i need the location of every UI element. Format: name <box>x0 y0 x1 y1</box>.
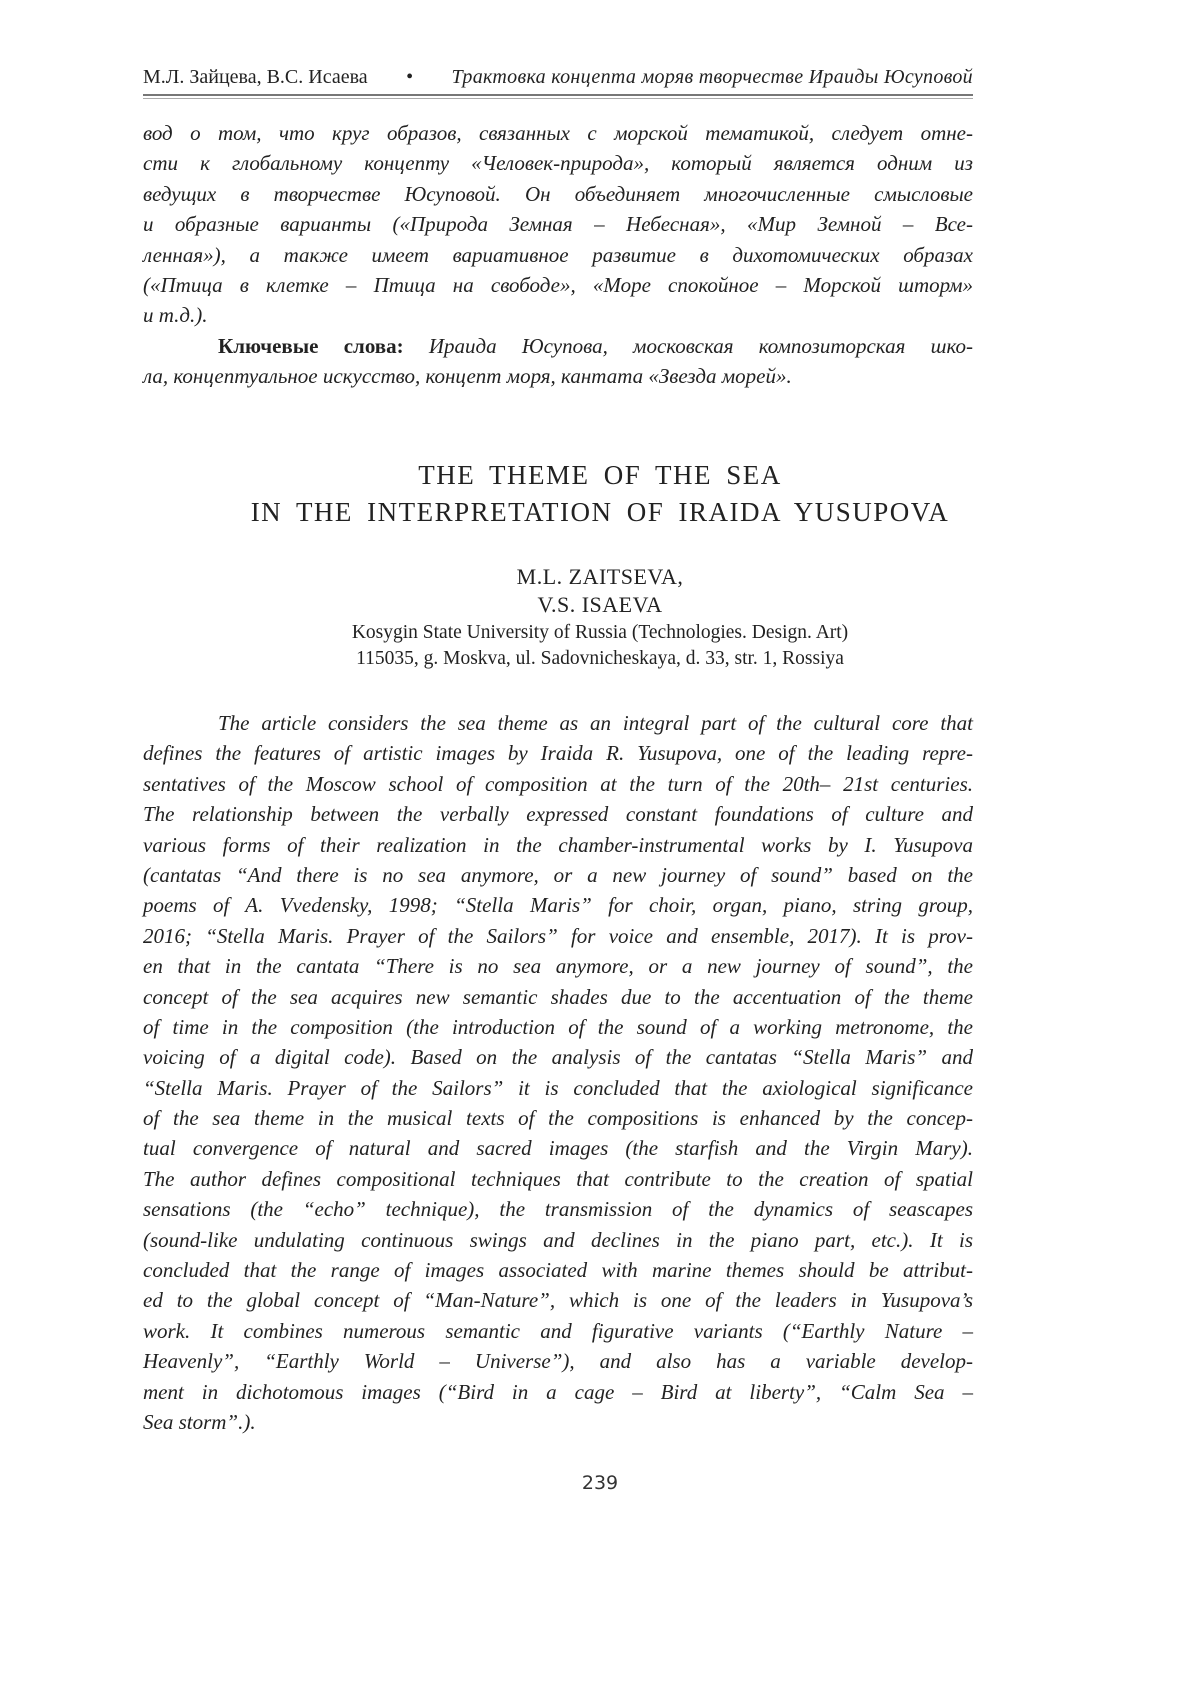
header-authors: М.Л. Зайцева, В.С. Исаева <box>143 66 368 88</box>
text-line: ленная»), а также имеет вариативное развитие в дихотомических образах <box>143 242 973 267</box>
header-rule-thin <box>143 98 973 99</box>
text-line: The article considers the sea theme as an integral part of the cultural core that <box>218 711 973 735</box>
text-line: en that in the cantata “There is no sea anymore, or a new journey of sound”, the <box>143 954 973 979</box>
keywords-line: Ключевые слова: Ираида Юсупова, московская композиторская шко- <box>218 334 973 358</box>
text-line: 2016; “Stella Maris. Prayer of the Sailors” for voice and ensemble, 2017). It is prov- <box>143 923 973 948</box>
running-header <box>143 66 973 89</box>
keywords-line: ла, концептуальное искусство, концепт моря, кантата «Звезда морей». <box>143 364 792 389</box>
english-abstract <box>143 708 973 1437</box>
text-line: сти к глобальному концепту «Человек-природа», который является одним из <box>143 151 973 176</box>
text-line: («Птица в клетке – Птица на свободе», «Море спокойное – Морской шторм» <box>143 272 973 297</box>
article-title-line: IN THE INTERPRETATION OF IRAIDA YUSUPOVA <box>250 497 950 527</box>
text-line: и образные варианты («Природа Земная – Небесная», «Мир Земной – Все- <box>143 212 973 237</box>
author-name: V.S. ISAEVA <box>537 592 663 617</box>
text-line: poems of A. Vvedensky, 1998; “Stella Maris” for choir, organ, piano, string group, <box>143 893 973 918</box>
affiliation-line: Kosygin State University of Russia (Technologies. Design. Art) <box>351 622 849 643</box>
text-line: concluded that the range of images associated with marine themes should be attribut- <box>143 1258 973 1283</box>
header-separator: • <box>406 66 414 88</box>
text-line: sensations (the “echo” technique), the transmission of the dynamics of seascapes <box>143 1197 973 1222</box>
text-line: ведущих в творчестве Юсуповой. Он объединяет многочисленные смысловые <box>143 181 973 206</box>
affiliation-line: 115035, g. Moskva, ul. Sadovnicheskaya, d. 33, str. 1, Rossiya <box>356 648 844 669</box>
russian-abstract-continuation <box>143 118 973 331</box>
keywords-label: Ключевые слова: <box>218 334 404 358</box>
text-line: Heavenly”, “Earthly World – Universe”), and also has a variable develop- <box>143 1349 973 1374</box>
article-title-line: THE THEME OF THE SEA <box>418 460 782 490</box>
text-line: ed to the global concept of “Man-Nature”, which is one of the leaders in Yusupova’s <box>143 1288 973 1313</box>
text-line: (sound-like undulating continuous swings and declines in the piano part, etc.). It is <box>143 1227 973 1252</box>
text-line: sentatives of the Moscow school of composition at the turn of the 20th– 21st centuries. <box>143 771 973 796</box>
text-line: “Stella Maris. Prayer of the Sailors” it is concluded that the axiological significance <box>143 1075 973 1100</box>
text-line: work. It combines numerous semantic and figurative variants (“Earthly Nature – <box>143 1318 973 1343</box>
text-line: Sea storm”.). <box>143 1409 256 1434</box>
russian-keywords <box>143 331 973 392</box>
text-line: of the sea theme in the musical texts of the compositions is enhanced by the concep- <box>143 1106 973 1131</box>
header-running-title: Трактовка концепта моряв творчестве Ираиды Юсуповой <box>451 66 973 88</box>
page-number: 239 <box>581 1472 619 1494</box>
text-line: ment in dichotomous images (“Bird in a cage – Bird at liberty”, “Calm Sea – <box>143 1379 973 1404</box>
text-line: (cantatas “And there is no sea anymore, or a new journey of sound” based on the <box>143 862 973 887</box>
text-line: вод о том, что круг образов, связанных с морской тематикой, следует отне- <box>143 121 973 145</box>
text-line: various forms of their realization in the chamber-instrumental works by I. Yusupova <box>143 832 973 857</box>
author-name: M.L. ZAITSEVA, <box>516 564 684 589</box>
text-line: tual convergence of natural and sacred images (the starfish and the Virgin Mary). <box>143 1136 973 1161</box>
text-line: The author defines compositional techniques that contribute to the creation of spatial <box>143 1166 973 1191</box>
text-line: concept of the sea acquires new semantic shades due to the accentuation of the theme <box>143 984 973 1009</box>
text-line: defines the features of artistic images by Iraida R. Yusupova, one of the leading repre- <box>143 741 973 766</box>
header-rule <box>143 94 973 96</box>
text-line: voicing of a digital code). Based on the analysis of the cantatas “Stella Maris” and <box>143 1045 973 1070</box>
text-line: The relationship between the verbally expressed constant foundations of culture and <box>143 802 973 827</box>
text-line: и т.д.). <box>143 303 208 328</box>
text-line: of time in the composition (the introduction of the sound of a working metronome, the <box>143 1014 973 1039</box>
